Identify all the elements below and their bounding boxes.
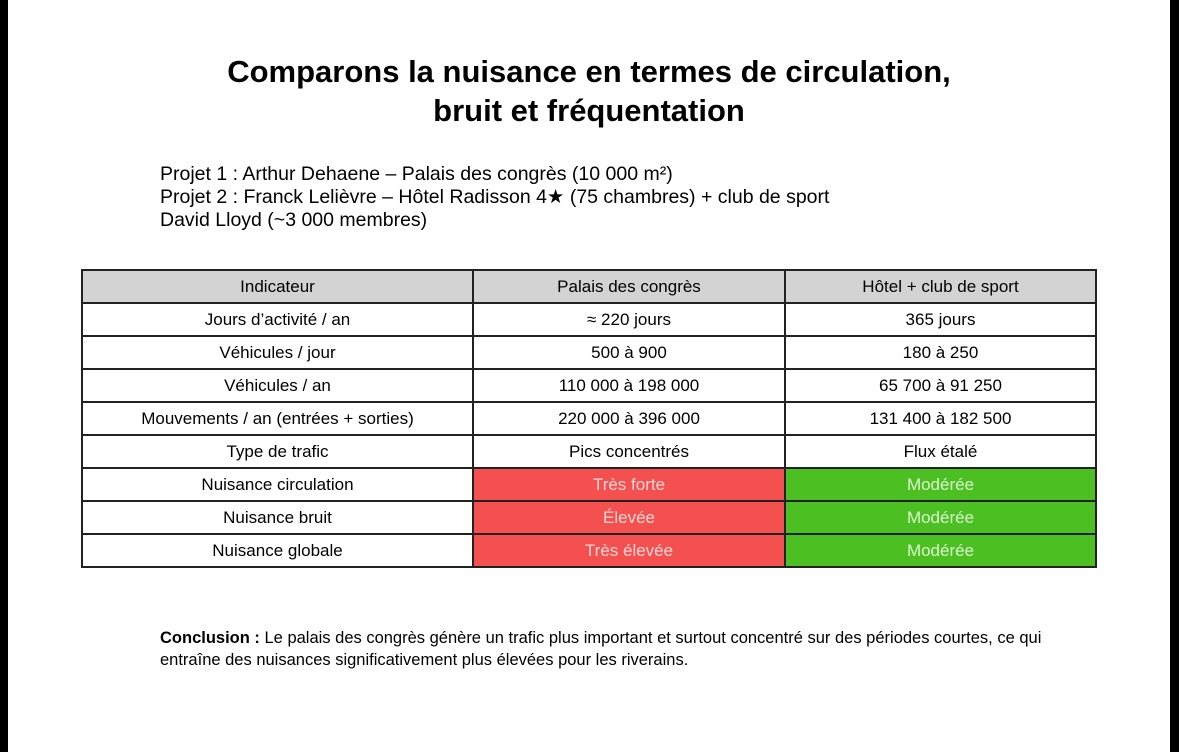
page-title — [8, 52, 1170, 130]
table-row — [82, 369, 1096, 402]
header-indicator: Indicateur — [82, 270, 473, 303]
palais-cell: Pics concentrés — [473, 435, 785, 468]
conclusion-label: Conclusion : — [160, 629, 260, 647]
indicator-cell: Mouvements / an (entrées + sorties) — [82, 402, 473, 435]
project-2-line: Projet 2 : Franck Lelièvre – Hôtel Radisson 4★ (75 chambres) + club de sport — [160, 186, 830, 208]
indicator-cell: Nuisance bruit — [82, 501, 473, 534]
conclusion — [160, 627, 1060, 671]
palais-cell: Très élevée — [473, 534, 785, 567]
hotel-cell: 131 400 à 182 500 — [785, 402, 1096, 435]
table-row — [82, 336, 1096, 369]
table-row — [82, 534, 1096, 567]
indicator-cell: Véhicules / jour — [82, 336, 473, 369]
indicator-cell: Nuisance globale — [82, 534, 473, 567]
conclusion-text: Le palais des congrès génère un trafic plus important et surtout concentré sur des périodes courtes, ce qui entraîne des nuisances significativement plus élevées pour les riverains. — [160, 629, 1042, 669]
palais-cell: 110 000 à 198 000 — [473, 369, 785, 402]
header-hotel: Hôtel + club de sport — [785, 270, 1096, 303]
palais-cell: ≈ 220 jours — [473, 303, 785, 336]
indicator-cell: Jours d’activité / an — [82, 303, 473, 336]
table-header-row — [82, 270, 1096, 303]
palais-cell: Très forte — [473, 468, 785, 501]
palais-cell: 500 à 900 — [473, 336, 785, 369]
table-row — [82, 501, 1096, 534]
project-2-line-cont: David Lloyd (~3 000 membres) — [160, 209, 428, 231]
project-1-line: Projet 1 : Arthur Dehaene – Palais des congrès (10 000 m²) — [160, 163, 673, 185]
indicator-cell: Type de trafic — [82, 435, 473, 468]
palais-cell: 220 000 à 396 000 — [473, 402, 785, 435]
table-row — [82, 402, 1096, 435]
hotel-cell: Modérée — [785, 468, 1096, 501]
indicator-cell: Véhicules / an — [82, 369, 473, 402]
hotel-cell: Modérée — [785, 534, 1096, 567]
title-line-2: bruit et fréquentation — [433, 93, 745, 128]
hotel-cell: 180 à 250 — [785, 336, 1096, 369]
project-intro — [160, 163, 829, 232]
table-row — [82, 468, 1096, 501]
header-palais: Palais des congrès — [473, 270, 785, 303]
table-row — [82, 435, 1096, 468]
hotel-cell: Flux étalé — [785, 435, 1096, 468]
hotel-cell: 365 jours — [785, 303, 1096, 336]
document-page — [8, 0, 1170, 752]
hotel-cell: Modérée — [785, 501, 1096, 534]
table-row — [82, 303, 1096, 336]
indicator-cell: Nuisance circulation — [82, 468, 473, 501]
palais-cell: Élevée — [473, 501, 785, 534]
hotel-cell: 65 700 à 91 250 — [785, 369, 1096, 402]
comparison-table — [81, 269, 1097, 568]
title-line-1: Comparons la nuisance en termes de circulation, — [227, 54, 951, 89]
